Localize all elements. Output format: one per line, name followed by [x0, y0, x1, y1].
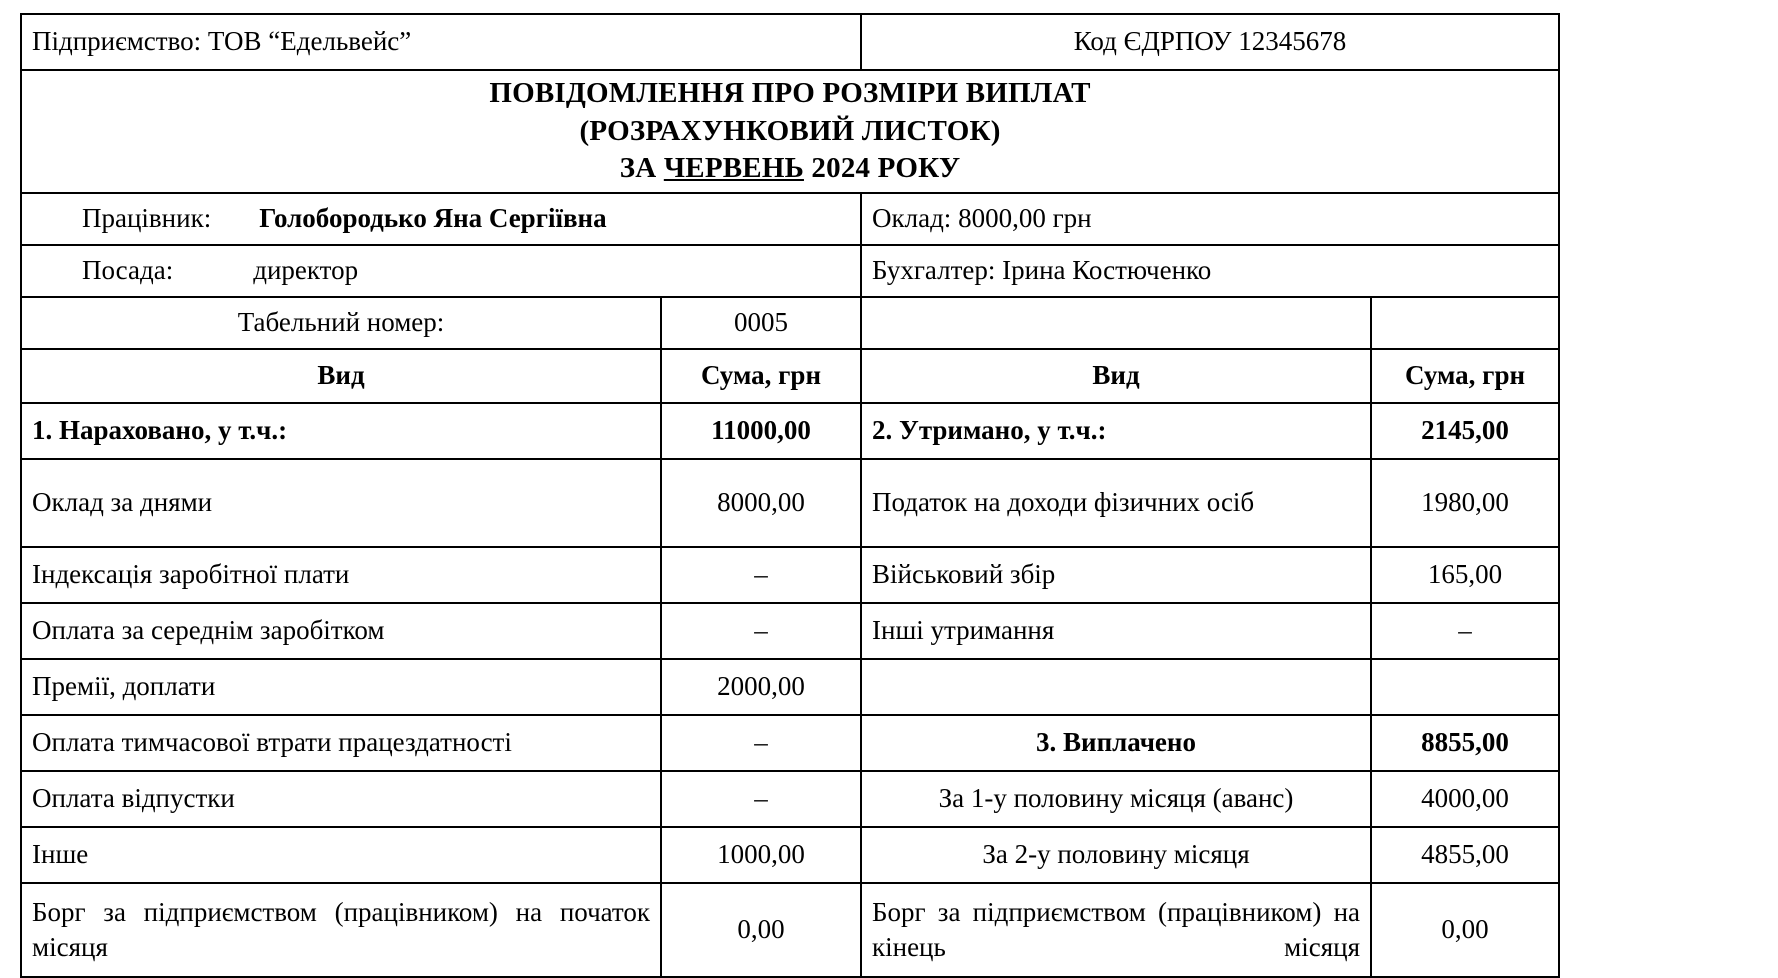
row-label-left: Індексація заробітної плати — [21, 547, 661, 603]
position-cell — [21, 245, 861, 297]
worker-cell — [21, 193, 861, 245]
title-line-2: (РОЗРАХУНКОВИЙ ЛИСТОК) — [579, 114, 1001, 147]
accountant-value: Бухгалтер: Ірина Костюченко — [861, 245, 1559, 297]
company-name: Підприємство: ТОВ “Едельвейс” — [21, 14, 861, 70]
table-row — [21, 659, 1559, 715]
title-period-prefix: ЗА — [619, 152, 664, 185]
tab-number-value: 0005 — [661, 297, 861, 349]
debt-start-label: Борг за підприємством (працівником) на початок місяця — [21, 883, 661, 977]
debt-start-sum: 0,00 — [661, 883, 861, 977]
tab-number-row — [21, 297, 1559, 349]
row-label-right: Інші утримання — [861, 603, 1371, 659]
row-sum-right: 1980,00 — [1371, 459, 1559, 547]
debt-row — [21, 883, 1559, 977]
row-sum-left: 11000,00 — [661, 403, 861, 459]
column-header-kind-left: Вид — [21, 349, 661, 403]
row-sum-left: 1000,00 — [661, 827, 861, 883]
row-label-left: Премії, доплати — [21, 659, 661, 715]
row-sum-left: – — [661, 603, 861, 659]
tab-number-spacer-right — [1371, 297, 1559, 349]
title-row — [21, 70, 1559, 193]
title-line-1: ПОВІДОМЛЕННЯ ПРО РОЗМІРИ ВИПЛАТ — [489, 77, 1091, 109]
title-period-month: ЧЕРВЕНЬ — [663, 152, 804, 185]
row-label-left: Оклад за днями — [21, 459, 661, 547]
row-sum-right: 4000,00 — [1371, 771, 1559, 827]
row-sum-right: – — [1371, 603, 1559, 659]
row-label-right — [861, 659, 1371, 715]
row-sum-right: 8855,00 — [1371, 715, 1559, 771]
table-row — [21, 827, 1559, 883]
row-label-right: 2. Утримано, у т.ч.: — [861, 403, 1371, 459]
position-label: Посада: — [82, 255, 174, 286]
table-row — [21, 771, 1559, 827]
title-line-3 — [32, 150, 1548, 188]
column-header-sum-right: Сума, грн — [1371, 349, 1559, 403]
row-sum-left: – — [661, 547, 861, 603]
column-header-kind-right: Вид — [861, 349, 1371, 403]
edrpou-code: Код ЄДРПОУ 12345678 — [861, 14, 1559, 70]
row-label-right: Військовий збір — [861, 547, 1371, 603]
table-row — [21, 403, 1559, 459]
table-row — [21, 459, 1559, 547]
salary-value: Оклад: 8000,00 грн — [861, 193, 1559, 245]
row-label-left: Оплата за середнім заробітком — [21, 603, 661, 659]
table-row — [21, 547, 1559, 603]
document-title — [21, 70, 1559, 193]
row-label-right: За 2-у половину місяця — [861, 827, 1371, 883]
row-sum-right: 4855,00 — [1371, 827, 1559, 883]
row-label-left: Оплата відпустки — [21, 771, 661, 827]
debt-end-label: Борг за підприємством (працівником) на кінець місяця — [861, 883, 1371, 977]
row-sum-left: – — [661, 715, 861, 771]
worker-row — [21, 193, 1559, 245]
row-label-right: За 1-у половину місяця (аванс) — [861, 771, 1371, 827]
row-sum-right: 2145,00 — [1371, 403, 1559, 459]
debt-end-sum: 0,00 — [1371, 883, 1559, 977]
row-label-right: 3. Виплачено — [861, 715, 1371, 771]
table-row — [21, 603, 1559, 659]
row-sum-left: – — [661, 771, 861, 827]
position-row — [21, 245, 1559, 297]
worker-name: Голобородько Яна Сергіївна — [259, 203, 607, 234]
row-sum-right — [1371, 659, 1559, 715]
position-value: директор — [253, 255, 359, 286]
row-sum-left: 8000,00 — [661, 459, 861, 547]
row-label-left: 1. Нараховано, у т.ч.: — [21, 403, 661, 459]
payslip-sheet — [20, 13, 1558, 978]
payslip-table — [20, 13, 1560, 978]
title-period-suffix: 2024 РОКУ — [803, 152, 961, 185]
company-row — [21, 14, 1559, 70]
row-label-right: Податок на доходи фізичних осіб — [861, 459, 1371, 547]
worker-label: Працівник: — [82, 203, 212, 234]
tab-number-spacer-left — [861, 297, 1371, 349]
row-sum-left: 2000,00 — [661, 659, 861, 715]
tab-number-label: Табельний номер: — [21, 297, 661, 349]
column-header-sum-left: Сума, грн — [661, 349, 861, 403]
row-sum-right: 165,00 — [1371, 547, 1559, 603]
row-label-left: Оплата тимчасової втрати працездатності — [21, 715, 661, 771]
table-row — [21, 715, 1559, 771]
column-header-row — [21, 349, 1559, 403]
row-label-left: Інше — [21, 827, 661, 883]
